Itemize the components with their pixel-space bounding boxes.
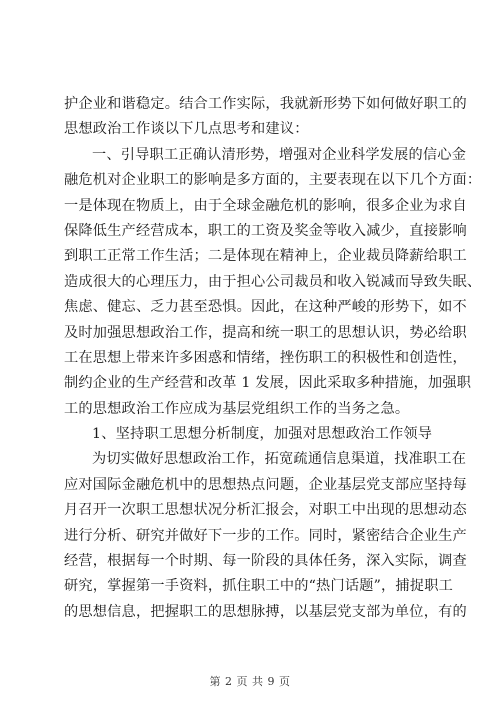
section-heading-line: 一、引导职工正确认清形势，增强对企业科学发展的信心金 bbox=[92, 146, 467, 163]
text-line: 融危机对企业职工的影响是多方面的，主要表现在以下几个方面： bbox=[64, 172, 482, 189]
text-line: 到职工正常工作生活；二是体现在精神上，企业裁员降薪给职工 bbox=[64, 248, 467, 265]
text-line: 工的思想政治工作应成为基层党组织工作的当务之急。 bbox=[64, 400, 410, 417]
text-line: 工在思想上带来许多困惑和情绪，挫伤职工的积极性和创造性， bbox=[64, 349, 467, 366]
text-line: 一是体现在物质上，由于全球金融危机的影响，很多企业为求自 bbox=[64, 197, 467, 214]
text-line: 护企业和谐稳定。结合工作实际，我就新形势下如何做好职工的 bbox=[64, 96, 467, 112]
text-line: 进行分析、研究并做好下一步的工作。同时，紧密结合企业生产 bbox=[64, 527, 467, 544]
text-line: 月召开一次职工思想状况分析汇报会，对职工中出现的思想动态 bbox=[64, 502, 467, 519]
text-line: 研究，掌握第一手资料，抓住职工中的“热门话题”，捕捉职工 bbox=[64, 578, 453, 595]
page-number: 第 2 页 共 9 页 bbox=[209, 675, 291, 688]
text-line: 思想政治工作谈以下几点思考和建议： bbox=[64, 121, 309, 138]
text-line: 应对国际金融危机中的思想热点问题，企业基层党支部应坚持每 bbox=[64, 476, 467, 493]
text-line: 保降低生产经营成本，职工的工资及奖金等收入减少，直接影响 bbox=[64, 222, 467, 239]
subsection-heading: 1、坚持职工思想分析制度，加强对思想政治工作领导 bbox=[92, 426, 433, 443]
text-line: 经营，根据每一个时期、每一阶段的具体任务，深入实际，调查 bbox=[64, 553, 467, 570]
body-text bbox=[64, 92, 482, 625]
text-line: 为切实做好思想政治工作，拓宽疏通信息渠道，找准职工在 bbox=[92, 451, 467, 468]
text-line: 的思想信息，把握职工的思想脉搏，以基层党支部为单位，有的 bbox=[64, 603, 467, 620]
text-line: 造成很大的心理压力，由于担心公司裁员和收入锐减而导致失眠、 bbox=[64, 273, 482, 290]
text-line: 焦虑、健忘、乏力甚至恐惧。因此，在这种严峻的形势下，如不 bbox=[64, 299, 467, 316]
text-line: 及时加强思想政治工作，提高和统一职工的思想认识，势必给职 bbox=[64, 324, 467, 341]
text-line: 制约企业的生产经营和改革 1 发展，因此采取多种措施，加强职 bbox=[64, 375, 472, 392]
